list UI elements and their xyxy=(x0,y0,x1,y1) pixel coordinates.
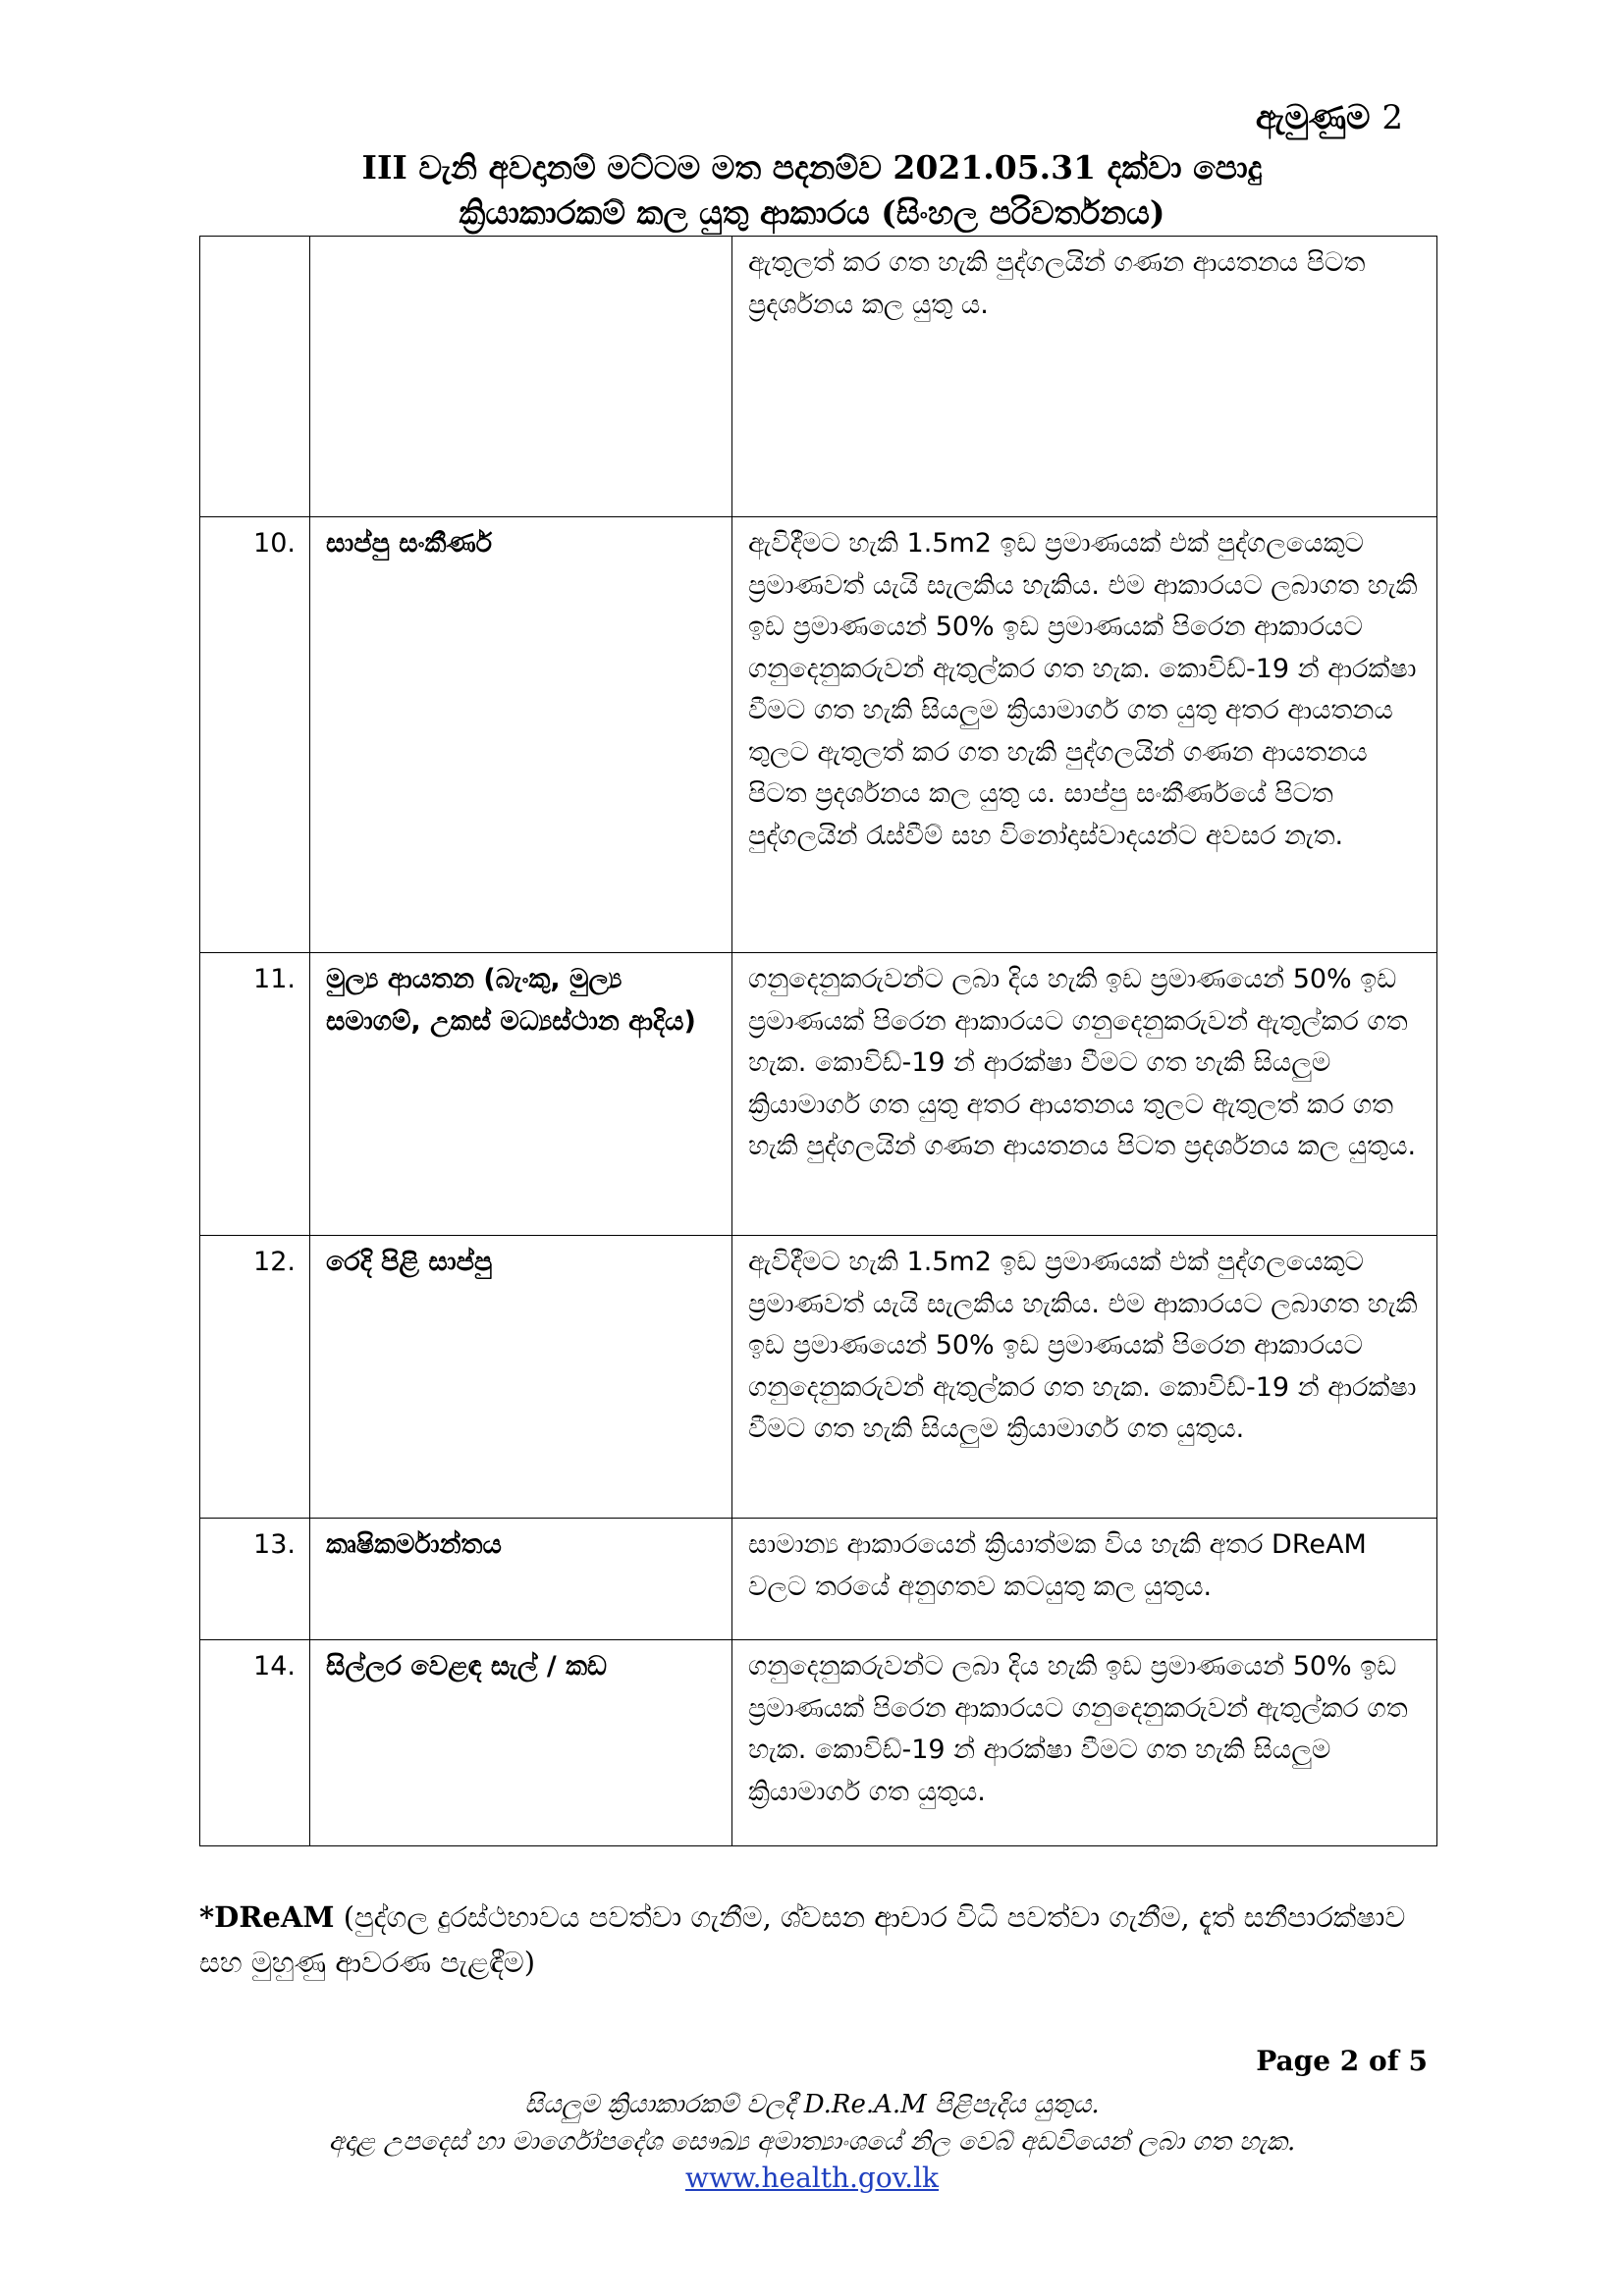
annex-label-text: ඇමුණුම xyxy=(1255,98,1371,137)
footer-line-1: සියලුම ක්‍රියාකාරකම් වලදී D.Re.A.M පිළිපැදිය යුතුය. xyxy=(524,2090,1100,2119)
annex-label xyxy=(1256,98,1403,137)
row-number xyxy=(200,237,310,517)
row-category: මුල්‍ය ආයතන (බැංකු, මුල්‍ය සමාගම්, උකස් මධ්‍යස්ථාන ආදිය) xyxy=(310,953,732,1236)
row-guideline: ඇතුලත් කර ගත හැකි පුද්ගලයින් ගණන ආයතනය පිටත ප්‍රදර්ශනය කල යුතු ය. xyxy=(732,237,1437,517)
row-guideline: ගනුදෙනුකරුවන්ට ලබා දිය හැකි ඉඩ ප්‍රමාණයෙන් 50% ඉඩ ප්‍රමාණයක් පිරෙන ආකාරයට ගනුදෙනුකරුවන් ඇතුල්කර ගත හැක. කොවිඩ්-19 න් ආරක්ෂා වීමට ගත හැකි සියලුම ක්‍රියාමාර්ග ගත යුතු අතර ආයතනය තුලට ඇතුලත් කර ගත හැකි පුද්ගලයින් ගණන ආයතනය පිටත ප්‍රදර්ශනය කල යුතුය. xyxy=(732,953,1437,1236)
footnote xyxy=(199,1895,1436,1985)
table-row xyxy=(200,1640,1437,1846)
row-category: රෙදි පිළි සාප්පු xyxy=(310,1236,732,1519)
footnote-text: (පුද්ගල දුරස්ථභාවය පවත්වා ගැනීම, ශ්වසන ආචාර විධි පවත්වා ගැනීම, දැත් සනීපාරක්ෂාව සහ මුහුණු ආවරණ පැළඳීම) xyxy=(199,1900,1406,1979)
footer-line-2: අදාළ උපදෙස් හා මාර්ගෝපදේශ සෞඛ්‍ය අමාත්‍යාංශයේ නිල වෙබ් අඩවියෙන් ලබා ගත හැක. xyxy=(328,2127,1296,2157)
table-row xyxy=(200,1236,1437,1519)
row-guideline: ඇවිදීමට හැකි 1.5m2 ඉඩ ප්‍රමාණයක් එක් පුද්ගලයෙකුට ප්‍රමාණවත් යැයි සැලකිය හැකිය. එම ආකාරයට ලබාගත හැකි ඉඩ ප්‍රමාණයෙන් 50% ඉඩ ප්‍රමාණයක් පිරෙන ආකාරයට ගනුදෙනුකරුවන් ඇතුල්කර ගත හැක. කොවිඩ්-19 න් ආරක්ෂා වීමට ගත හැකි සියලුම ක්‍රියාමාර්ග ගත යුතුය. xyxy=(732,1236,1437,1519)
table-row xyxy=(200,517,1437,953)
footer-link[interactable]: www.health.gov.lk xyxy=(684,2162,939,2194)
row-guideline: ඇවිදීමට හැකි 1.5m2 ඉඩ ප්‍රමාණයක් එක් පුද්ගලයෙකුට ප්‍රමාණවත් යැයි සැලකිය හැකිය. එම ආකාරයට ලබාගත හැකි ඉඩ ප්‍රමාණයෙන් 50% ඉඩ ප්‍රමාණයක් පිරෙන ආකාරයට ගනුදෙනුකරුවන් ඇතුල්කර ගත හැක. කොවිඩ්-19 න් ආරක්ෂා වීමට ගත හැකි සියලුම ක්‍රියාමාර්ග ගත යුතු අතර ආයතනය තුලට ඇතුලත් කර ගත හැකි පුද්ගලයින් ගණන ආයතනය පිටත ප්‍රදර්ශනය කල යුතු ය. සාප්පු සංකීර්ණයේ පිටත පුද්ගලයින් රැස්වීම් සහ විනෝදාස්වාදයන්ට අවසර නැත. xyxy=(732,517,1437,953)
row-category xyxy=(310,237,732,517)
table-row xyxy=(200,237,1437,517)
title-line-2: ක්‍රියාකාරකම් කල යුතු ආකාරය (සිංහල පරිවර්තනය) xyxy=(459,193,1165,232)
row-number: 14. xyxy=(200,1640,310,1846)
guidelines-table xyxy=(199,236,1437,1846)
title-line-1: III වැනි අවදානම් මට්ටම මත පදනම්ව 2021.05.31 දක්වා පොදු xyxy=(361,148,1263,187)
footnote-marker: *DReAM xyxy=(199,1900,335,1934)
row-category: සිල්ලර වෙළඳ සැල් / කඩ xyxy=(310,1640,732,1846)
table-row xyxy=(200,1519,1437,1640)
row-number: 12. xyxy=(200,1236,310,1519)
row-number: 11. xyxy=(200,953,310,1236)
row-number: 13. xyxy=(200,1519,310,1640)
row-guideline: ගනුදෙනුකරුවන්ට ලබා දිය හැකි ඉඩ ප්‍රමාණයෙන් 50% ඉඩ ප්‍රමාණයක් පිරෙන ආකාරයට ගනුදෙනුකරුවන් ඇතුල්කර ගත හැක. කොවිඩ්-19 න් ආරක්ෂා වීමට ගත හැකි සියලුම ක්‍රියාමාර්ග ගත යුතුය. xyxy=(732,1640,1437,1846)
row-category: කෘෂිකර්මාන්තය xyxy=(310,1519,732,1640)
page-number: Page 2 of 5 xyxy=(1256,2045,1428,2077)
table-row xyxy=(200,953,1437,1236)
row-category: සාප්පු සංකීර්ණ xyxy=(310,517,732,953)
row-number: 10. xyxy=(200,517,310,953)
annex-number: 2 xyxy=(1381,98,1403,137)
row-guideline: සාමාන්‍ය ආකාරයෙන් ක්‍රියාත්මක විය හැකි අතර DReAM වලට තරයේ අනුගතව කටයුතු කල යුතුය. xyxy=(732,1519,1437,1640)
page-title xyxy=(196,145,1428,236)
